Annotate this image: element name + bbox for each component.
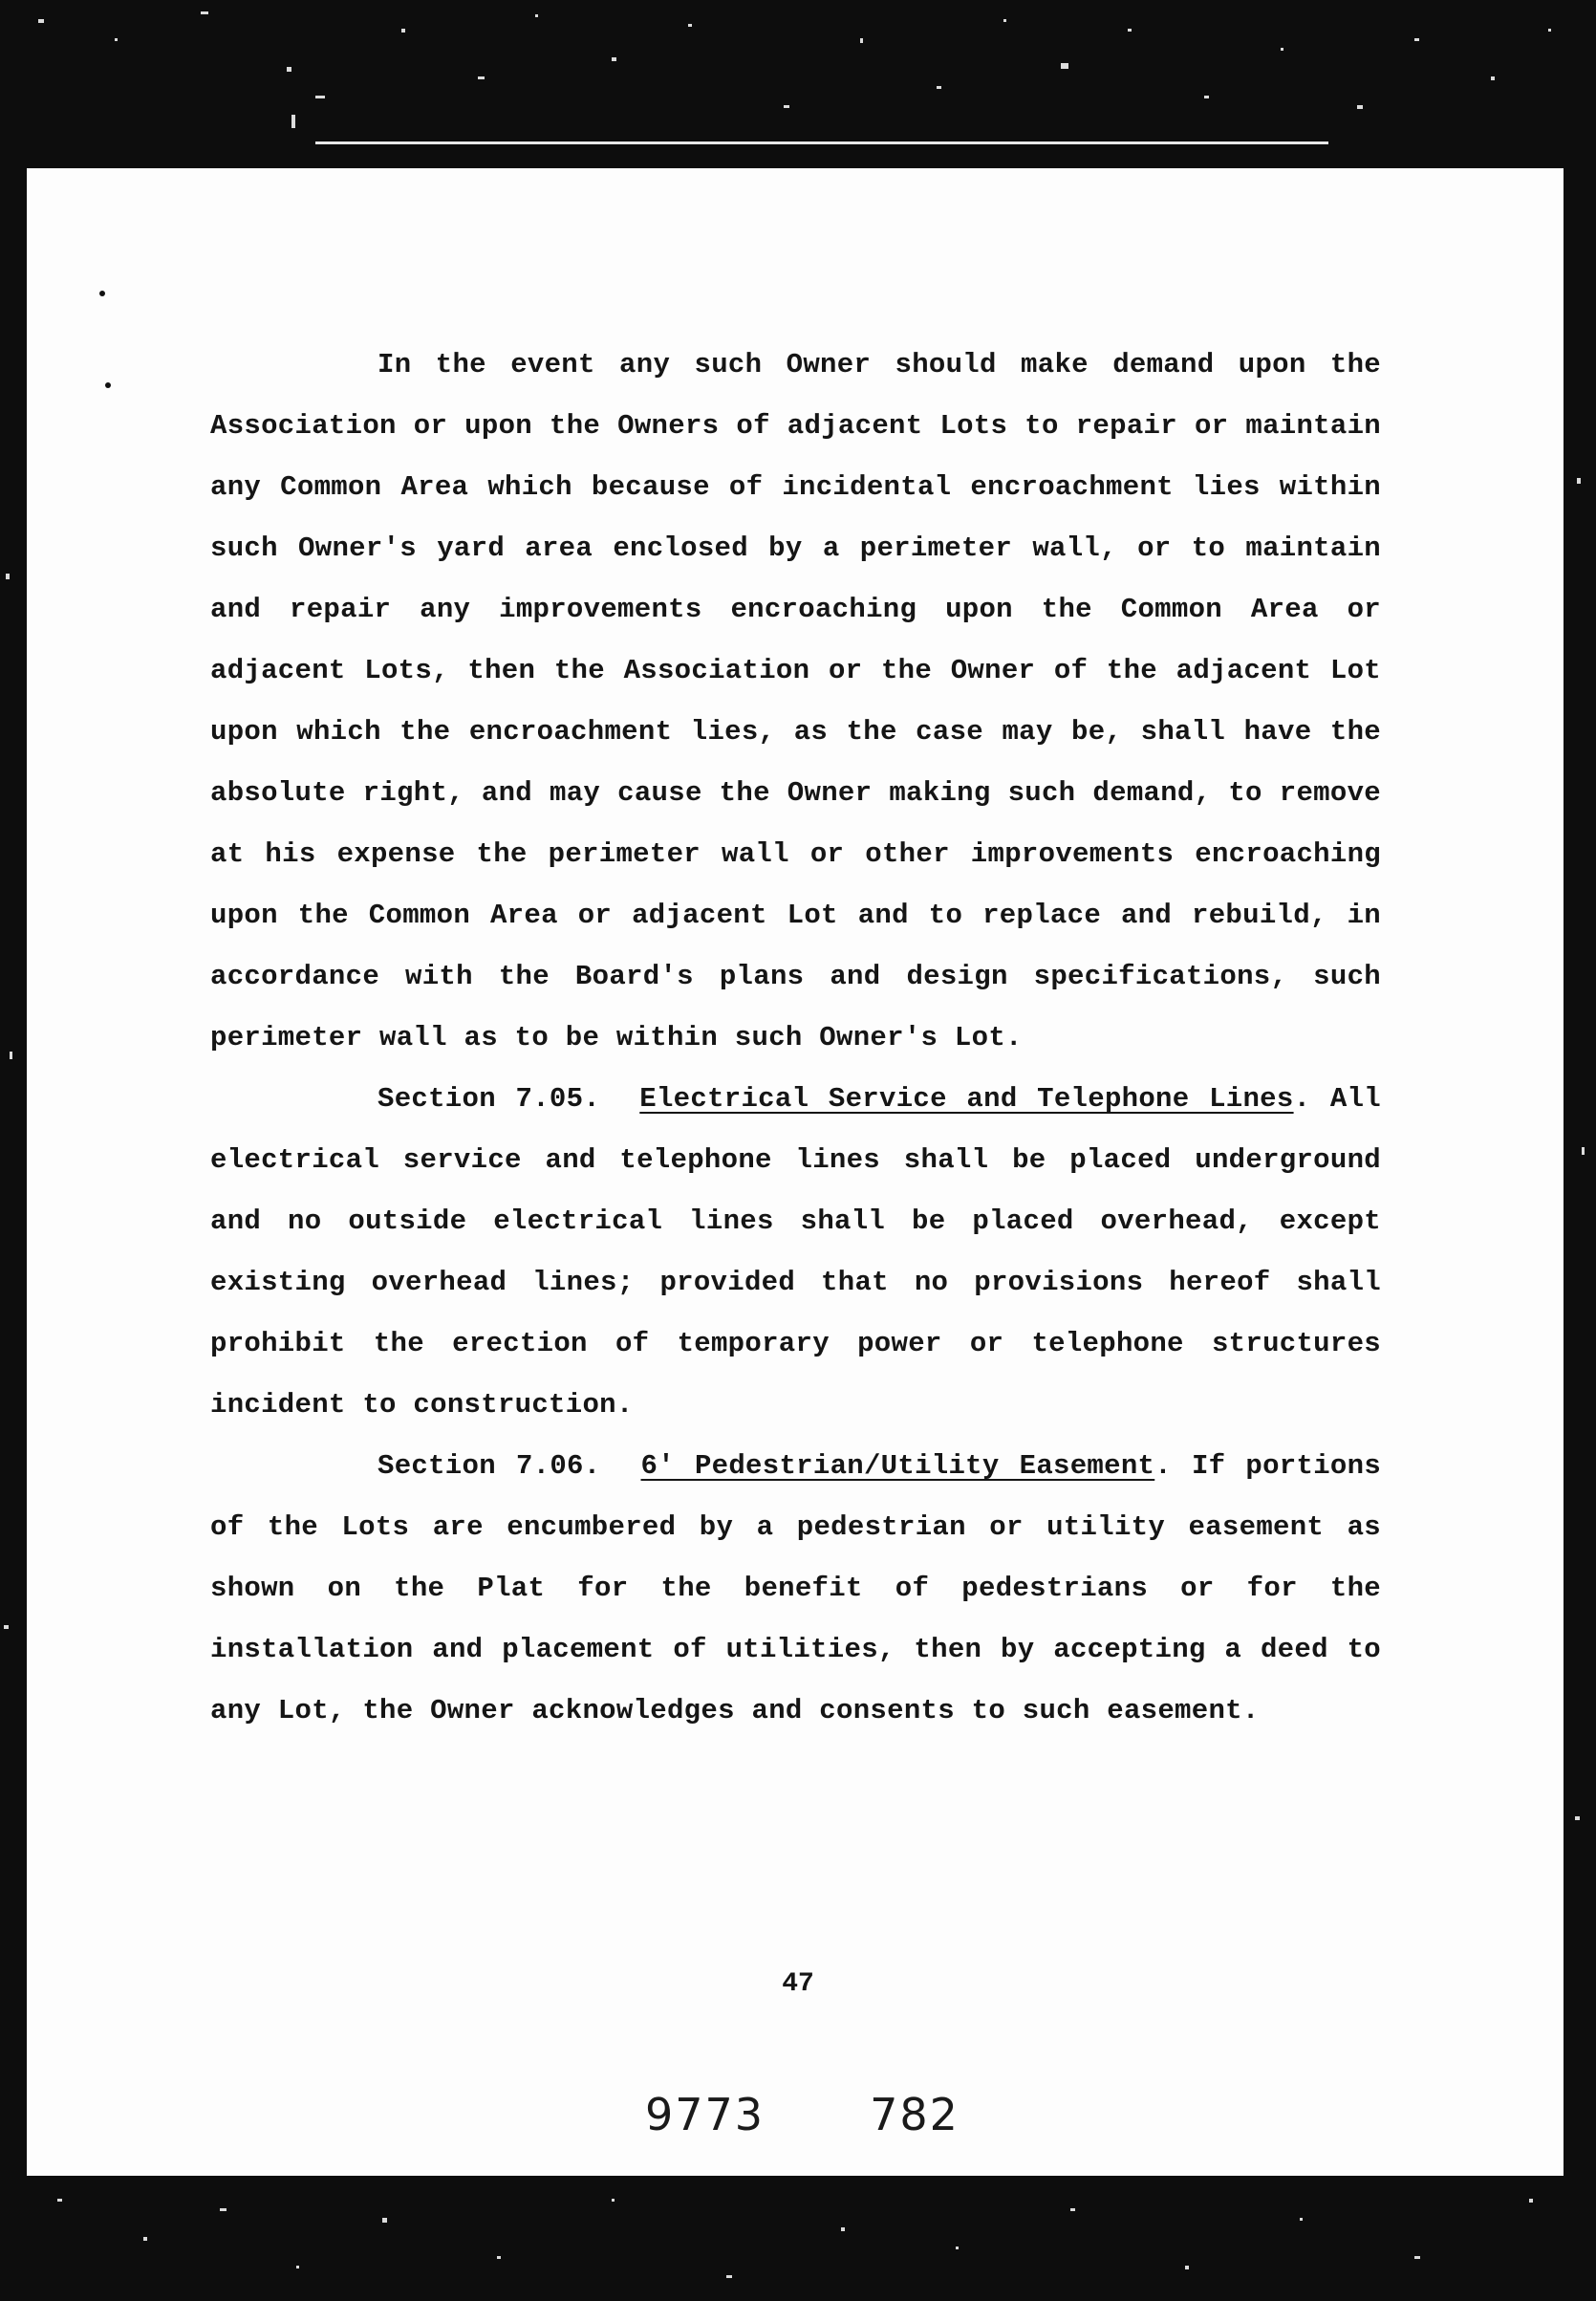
page-number: 47 (782, 1969, 814, 1999)
paragraph-encroachment: In the event any such Owner should make demand upon the Association or upon the Owners of adjacent Lots to repair or maintain any Common Area which because of incidental encroachment lies within such Owner's yard area enclosed by a perimeter wall, or to maintain and repair any improvements encroaching upon the Common Area or adjacent Lots, then the Association or the Owner of the adjacent Lot upon which the encroachment lies, as the case may be, shall have the absolute right, and may cause the Owner making such demand, to remove at his expense the perimeter wall or other improvements encroaching upon the Common Area or adjacent Lot and to replace and rebuild, in accordance with the Board's plans and design specifications, such perimeter wall as to be within such Owner's Lot. (210, 349, 1381, 1053)
section-7-06: Section 7.06. 6' Pedestrian/Utility Easement. If portions of the Lots are encumbered by a pedestrian or utility easement as shown on the Plat for the benefit of pedestrians or for the installation and placement of utilities, then by accepting a deed to any Lot, the Owner acknowledges and consents to such easement. (210, 1450, 1382, 1726)
book-page: 782 (870, 2089, 960, 2140)
document-body (210, 335, 1381, 1742)
section-7-05: Section 7.05. Electrical Service and Telephone Lines. All electrical service and telephone lines shall be placed underground and no outside electrical lines shall be placed overhead, except existing overhead lines; provided that no provisions hereof shall prohibit the erection of temporary power or telephone structures incident to construction. (210, 1083, 1382, 1421)
section-body: All electrical service and telephone lines shall be placed underground and no outside electrical lines shall be placed overhead, except existing overhead lines; provided that no provisions hereof shall prohibit the erection of temporary power or telephone structures incident to construction. (210, 1083, 1382, 1421)
margin-speck (105, 382, 111, 388)
section-number: Section 7.06. (377, 1450, 601, 1482)
section-heading: 6' Pedestrian/Utility Easement (640, 1450, 1155, 1482)
scan-top-rule (315, 141, 1328, 144)
book-number: 9773 (645, 2089, 766, 2140)
book-page-reference (645, 2089, 960, 2140)
section-heading: Electrical Service and Telephone Lines (639, 1083, 1294, 1115)
section-number: Section 7.05. (377, 1083, 601, 1115)
section-body: If portions of the Lots are encumbered by a pedestrian or utility easement as shown on the Plat for the benefit of pedestrians or for the installation and placement of utilities, then by accepting a deed to any Lot, the Owner acknowledges and consents to such easement. (210, 1450, 1382, 1726)
margin-speck (99, 291, 105, 296)
